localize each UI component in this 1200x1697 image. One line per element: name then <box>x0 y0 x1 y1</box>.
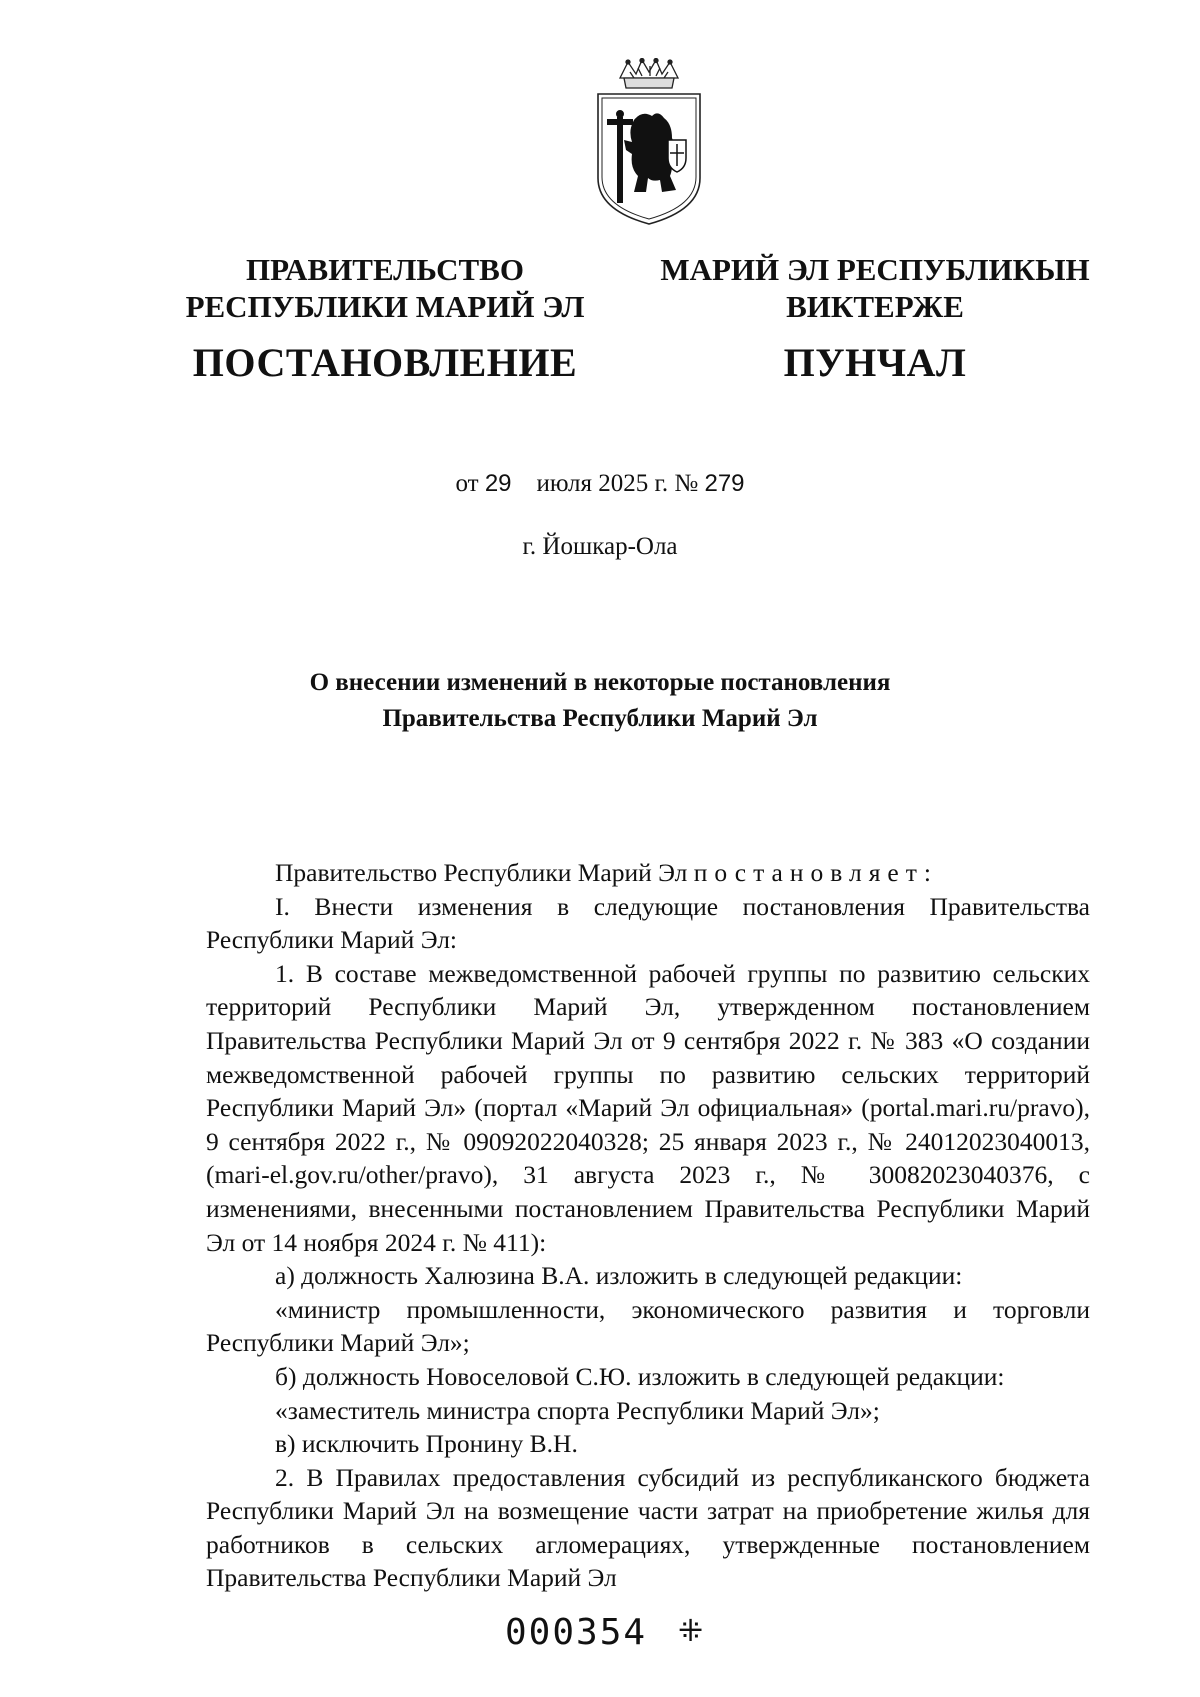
form-serial-number: 000354 <box>505 1612 648 1653</box>
intro-lead: Правительство Республики Марий Эл <box>275 858 694 887</box>
header-right-line2: ВИКТЕРЖЕ <box>786 288 964 324</box>
paragraph-6: «заместитель министра спорта Республики Марий Эл»; <box>275 1395 880 1425</box>
paragraph-7: в) исключить Пронину В.Н. <box>275 1429 578 1459</box>
header-left <box>170 252 600 386</box>
date-prefix: от <box>455 470 479 497</box>
header-left-line1: ПРАВИТЕЛЬСТВО <box>246 252 524 287</box>
coat-of-arms-icon <box>590 58 708 230</box>
paragraph-3: а) должность Халюзина В.А. изложить в следующей редакции: <box>275 1261 963 1291</box>
date-day: 29 <box>484 470 512 497</box>
intro-spaced: постановляет: <box>693 858 938 887</box>
document-date-line <box>0 470 1200 498</box>
subject-line2: Правительства Республики Марий Эл <box>382 704 818 732</box>
date-month-year: июля 2025 г. № <box>536 470 699 497</box>
intro-paragraph <box>206 856 1090 890</box>
header-right-line1: МАРИЙ ЭЛ РЕСПУБЛИКЫН <box>660 252 1090 287</box>
header-left-line2: РЕСПУБЛИКИ МАРИЙ ЭЛ <box>185 288 585 324</box>
paragraph-4: «министр промышленности, экономического развития и торговли Республики Марий Эл»; <box>206 1294 1090 1358</box>
document-city: г. Йошкар-Ола <box>522 533 678 560</box>
paragraph-1: I. Внести изменения в следующие постановления Правительства Республики Марий Эл: <box>206 891 1090 955</box>
paragraph-2: 1. В составе межведомственной рабочей группы по развитию сельских территорий Республики Марий Эл, утвержденном постановлением Правительства Республики Марий Эл от 9 сентября 2022 г. № 383 «О создании межведомственной рабочей группы по развитию сельских территорий Республики Марий Эл» (портал «Марий Эл официальная» (portal.mari.ru/pravo), 9 сентября 2022 г., № 09092022040328; 25 января 2023 г., № 24012023040013, (mari-el.gov.ru/other/pravo), 31 августа 2023 г., № 30082023040376, с изменениями, внесенными постановлением Правительства Республики Марий Эл от 14 ноября 2024 г. № 411): <box>206 958 1090 1257</box>
subject-line1: О внесении изменений в некоторые постановления <box>309 669 891 696</box>
paragraph-5: б) должность Новоселовой С.Ю. изложить в следующей редакции: <box>275 1361 1005 1391</box>
header-right-title: ПУНЧАЛ <box>783 340 967 386</box>
document-subject <box>0 665 1200 736</box>
document-body <box>206 856 1090 1595</box>
asterisk-mark-icon: ⁜ <box>678 1614 704 1649</box>
header-right <box>650 252 1100 386</box>
document-number: 279 <box>704 470 745 497</box>
header-left-title: ПОСТАНОВЛЕНИЕ <box>192 340 578 386</box>
paragraph-8: 2. В Правилах предоставления субсидий из республиканского бюджета Республики Марий Эл на возмещение части затрат на приобретение жилья для работников в сельских агломерациях, утвержденные постановлением Правительства Республики Марий Эл <box>206 1462 1090 1593</box>
